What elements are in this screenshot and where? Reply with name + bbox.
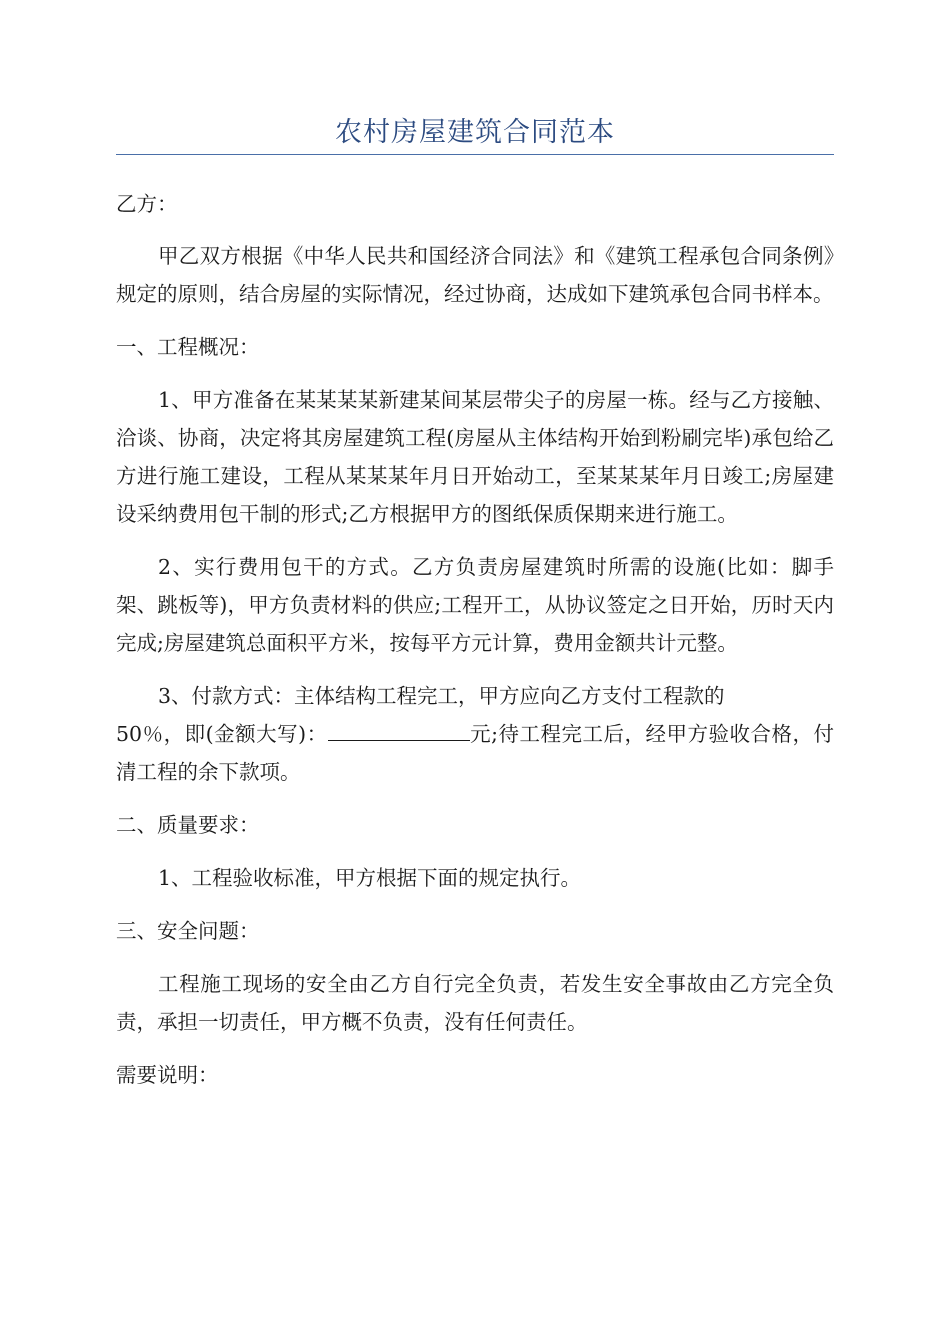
party-b-label: 乙方：	[116, 192, 178, 216]
section-1-heading: 一、工程概况：	[116, 335, 260, 359]
section-1-item-3	[116, 677, 834, 791]
section-2-heading: 二、质量要求：	[116, 813, 260, 837]
notes-heading: 需要说明：	[116, 1063, 219, 1087]
payment-percent-text: 50％，即(金额大写)：	[116, 722, 328, 746]
section-1-item-3-rest	[116, 715, 834, 791]
section-1-item-1: 1、甲方准备在某某某某新建某间某层带尖子的房屋一栋。经与乙方接触、洽谈、协商，决定将其房屋建筑工程(房屋从主体结构开始到粉刷完毕)承包给乙方进行施工建设，工程从某某某年月日开始动工，至某某某年月日竣工;房屋建设采纳费用包干制的形式;乙方根据甲方的图纸保质保期来进行施工。	[116, 388, 834, 526]
title-underline	[116, 154, 834, 155]
document-page	[116, 112, 834, 1094]
intro-paragraph: 甲乙双方根据《中华人民共和国经济合同法》和《建筑工程承包合同条例》规定的原则，结合房屋的实际情况，经过协商，达成如下建筑承包合同书样本。	[116, 244, 834, 306]
section-3-body: 工程施工现场的安全由乙方自行完全负责，若发生安全事故由乙方完全负责，承担一切责任，甲方概不负责，没有任何责任。	[116, 972, 834, 1034]
document-title: 农村房屋建筑合同范本	[335, 117, 615, 148]
section-3-heading: 三、安全问题：	[116, 919, 260, 943]
section-1-item-2: 2、实行费用包干的方式。乙方负责房屋建筑时所需的设施(比如：脚手架、跳板等)，甲方负责材料的供应;工程开工，从协议签定之日开始，历时天内完成;房屋建筑总面积平方米，按每平方元计算，费用金额共计元整。	[116, 555, 834, 655]
section-1-item-3-line-1: 3、付款方式：主体结构工程完工，甲方应向乙方支付工程款的	[158, 684, 725, 708]
payment-remainder-text: 元;待工程完工后，经甲方验收合格，付清工程的余下款项。	[116, 722, 834, 784]
amount-blank-line	[328, 722, 470, 741]
section-2-item-1: 1、工程验收标准，甲方根据下面的规定执行。	[158, 866, 582, 890]
